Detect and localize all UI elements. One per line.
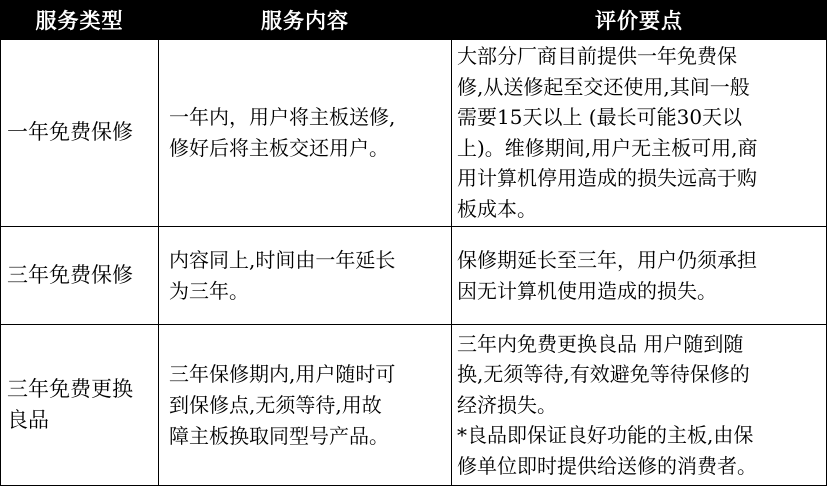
service-content-line: 到保修点,无须等待,用故 [169, 392, 382, 417]
evaluation-line: 修,从送修起至交还使用,其间一般 [457, 74, 750, 99]
evaluation-line: 大部分厂商目前提供一年免费保 [457, 44, 737, 69]
service-type-line: 良品 [7, 408, 49, 433]
header-service-content: 服务内容 [159, 1, 452, 40]
table-row [1, 40, 827, 227]
evaluation-line: *良品即保证良好功能的主板,由保 [457, 423, 754, 448]
evaluation-line: 需要15天以上 (最长可能30天以 [457, 105, 743, 130]
service-content-line: 为三年。 [169, 278, 249, 303]
evaluation-line: 因无计算机使用造成的损失。 [457, 278, 717, 303]
evaluation-line: 三年内免费更换良品 用户随到随 [457, 331, 744, 356]
evaluation-line: 换,无须等待,有效避免等待保修的 [457, 362, 750, 387]
service-type-cell [1, 226, 159, 324]
service-type-line: 三年免费保修 [7, 263, 133, 288]
service-type-line: 三年免费更换 [7, 377, 133, 402]
header-evaluation-points: 评价要点 [452, 1, 827, 40]
service-content-cell [159, 40, 452, 227]
evaluation-line: 保修期延长至三年，用户仍须承担 [457, 248, 757, 273]
evaluation-line: 经济损失。 [457, 392, 557, 417]
service-content-line: 三年保修期内,用户随时可 [169, 361, 396, 386]
header-row [1, 1, 827, 40]
evaluation-line: 修单位即时提供给送修的消费者。 [457, 453, 757, 478]
service-type-cell [1, 325, 159, 486]
evaluation-line: 上)。维修期间,用户无主板可用,商 [457, 135, 758, 160]
service-type-line: 一年免费保修 [7, 120, 133, 145]
service-content-line: 修好后将主板交还用户。 [169, 135, 389, 160]
evaluation-line: 板成本。 [457, 196, 537, 221]
table-row [1, 325, 827, 486]
service-type-cell [1, 40, 159, 227]
service-content-cell [159, 226, 452, 324]
evaluation-cell [452, 325, 827, 486]
header-service-type: 服务类型 [1, 1, 159, 40]
service-content-line: 障主板换取同型号产品。 [169, 423, 389, 448]
service-content-line: 内容同上,时间由一年延长 [169, 247, 396, 272]
evaluation-cell [452, 226, 827, 324]
evaluation-cell [452, 40, 827, 227]
service-content-line: 一年内，用户将主板送修, [169, 104, 396, 129]
evaluation-line: 用计算机停用造成的损失远高于购 [457, 166, 757, 191]
service-content-cell [159, 325, 452, 486]
table-row [1, 226, 827, 324]
